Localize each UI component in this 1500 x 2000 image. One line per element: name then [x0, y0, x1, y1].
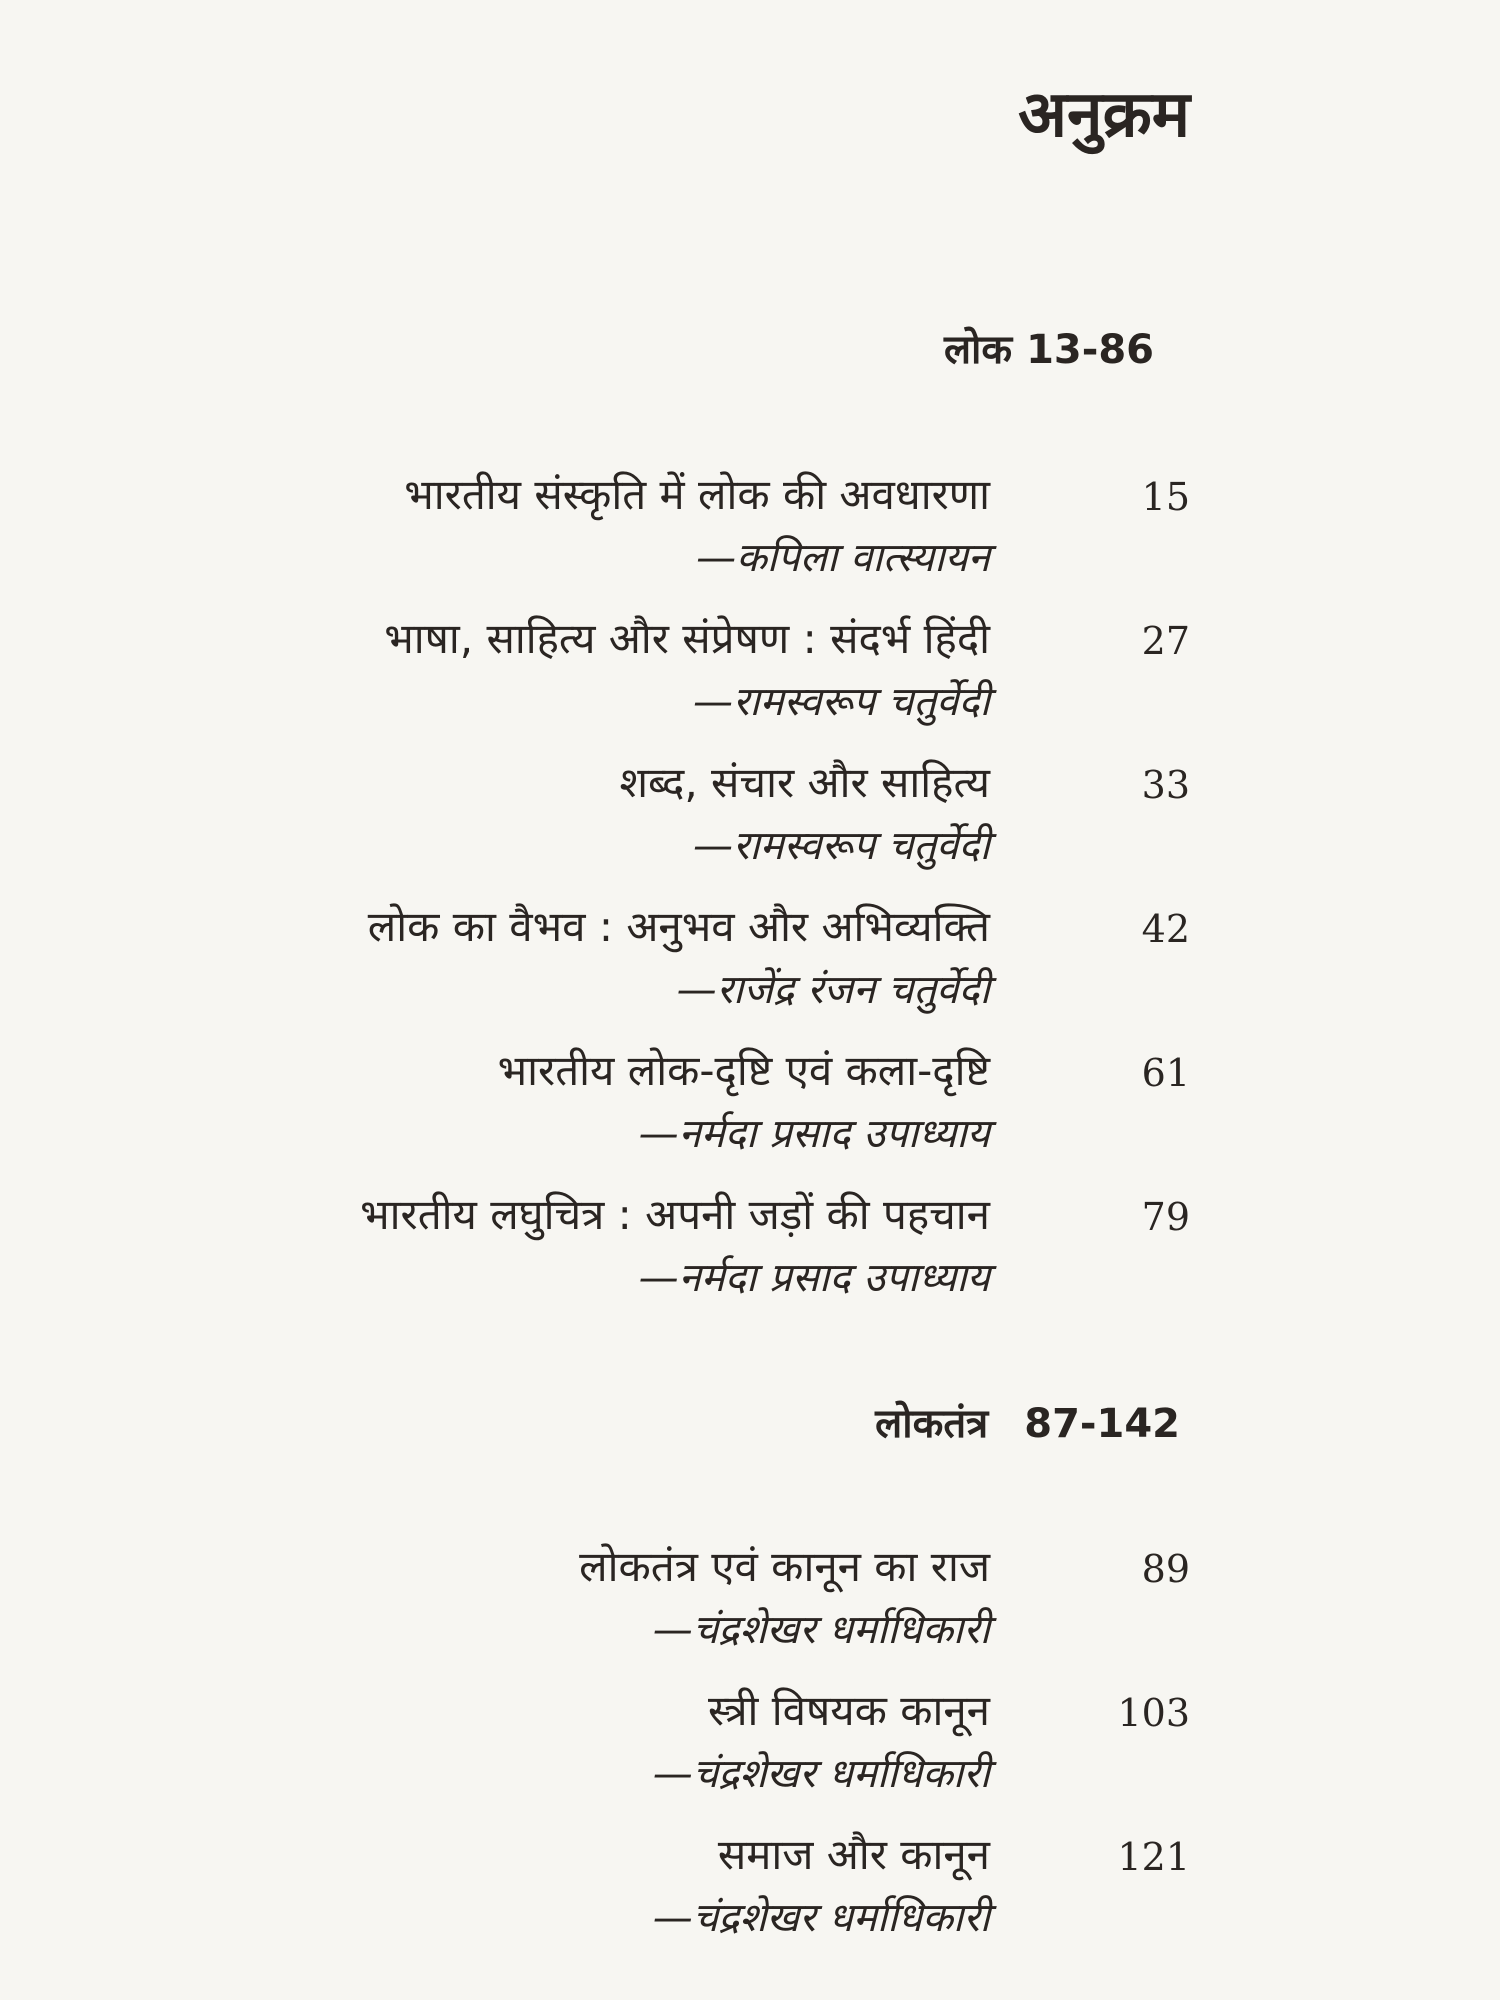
entry-title: लोक का वैभव : अनुभव और अभिव्यक्ति — [367, 902, 990, 951]
entry-author: —कपिला वात्स्यायन — [696, 535, 990, 581]
entry-page-number: 61 — [1141, 1051, 1190, 1095]
entry-author: —चंद्रशेखर धर्माधिकारी — [652, 1751, 990, 1797]
entry-page-number: 79 — [1141, 1195, 1190, 1239]
entry-title: भारतीय लोक-दृष्टि एवं कला-दृष्टि — [497, 1046, 990, 1095]
entry-author: —राजेंद्र रंजन चतुर्वेदी — [676, 967, 990, 1013]
entry-page-number: 89 — [1141, 1547, 1190, 1591]
entry-title: शब्द, संचार और साहित्य — [619, 758, 990, 807]
entry-title: लोकतंत्र एवं कानून का राज — [579, 1542, 990, 1591]
entry-title: भाषा, साहित्य और संप्रेषण : संदर्भ हिंदी — [384, 614, 990, 663]
section-heading-lok — [943, 327, 1190, 373]
entry-title: भारतीय संस्कृति में लोक की अवधारणा — [404, 470, 990, 519]
entry-author: —नर्मदा प्रसाद उपाध्याय — [638, 1111, 990, 1157]
entry-author: —रामस्वरूप चतुर्वेदी — [693, 823, 990, 869]
section-heading-label: लोकतंत्र — [875, 1401, 989, 1447]
entry-author: —चंद्रशेखर धर्माधिकारी — [652, 1607, 990, 1653]
entry-title: स्त्री विषयक कानून — [708, 1686, 990, 1735]
entry-page-number: 42 — [1141, 907, 1190, 951]
entry-author: —रामस्वरूप चतुर्वेदी — [693, 679, 990, 725]
entry-author: —चंद्रशेखर धर्माधिकारी — [652, 1895, 990, 1941]
section-heading-label: लोक 13-86 — [943, 327, 1154, 373]
entry-page-number: 103 — [1117, 1691, 1190, 1735]
entry-title: समाज और कानून — [717, 1830, 990, 1879]
page-title: अनुक्रम — [1018, 78, 1190, 152]
section-heading-range: 87-142 — [1024, 1401, 1180, 1447]
entry-page-number: 33 — [1141, 763, 1190, 807]
entry-page-number: 121 — [1117, 1835, 1190, 1879]
entry-title: भारतीय लघुचित्र : अपनी जड़ों की पहचान — [360, 1190, 990, 1239]
entry-page-number: 15 — [1141, 475, 1190, 519]
section-heading-loktantra — [875, 1401, 1180, 1447]
entry-page-number: 27 — [1141, 619, 1190, 663]
entry-author: —नर्मदा प्रसाद उपाध्याय — [638, 1255, 990, 1301]
